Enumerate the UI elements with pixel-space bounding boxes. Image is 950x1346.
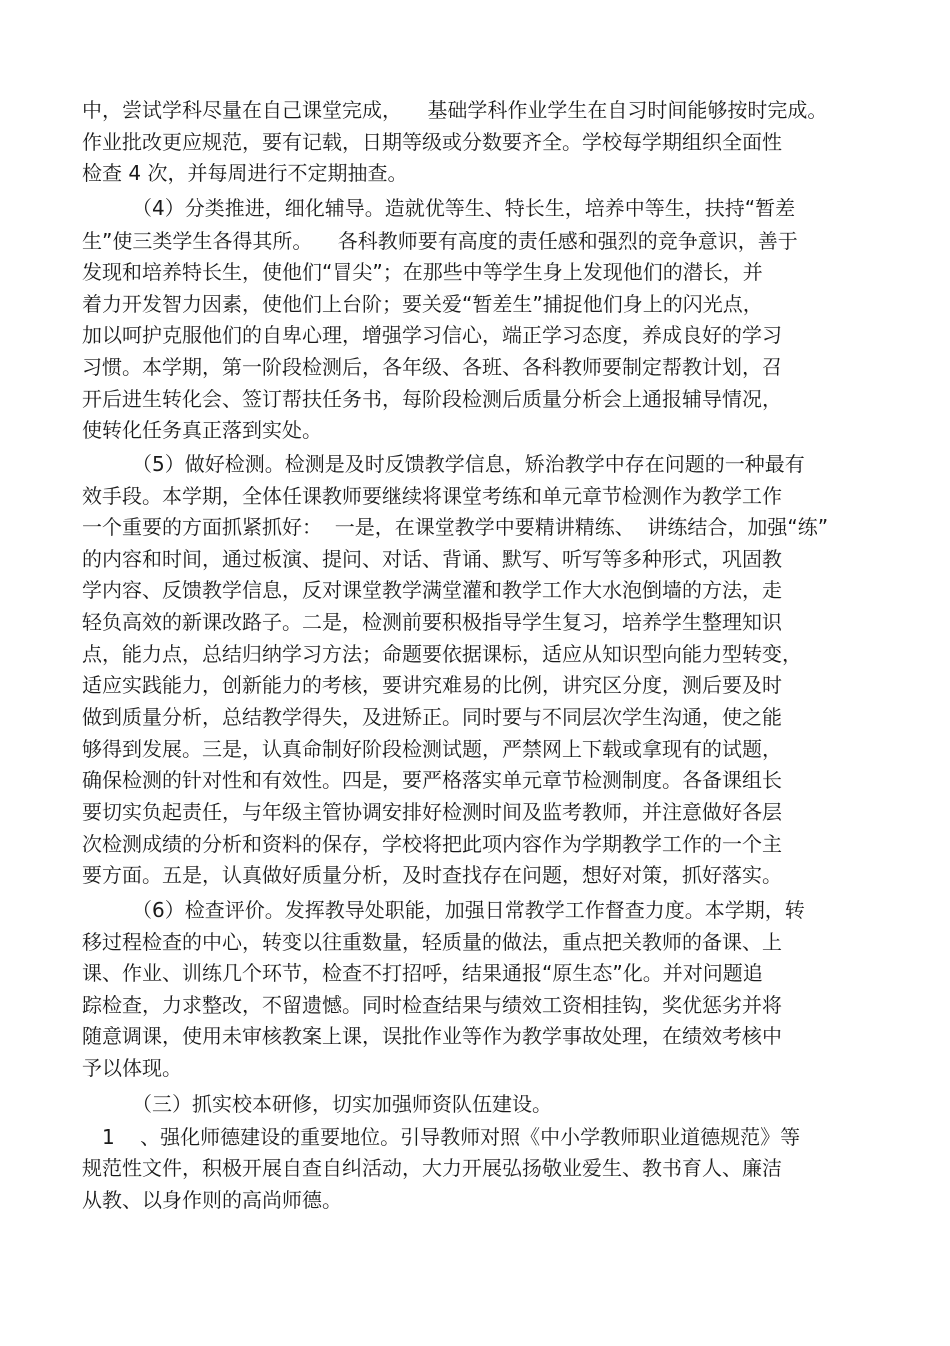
text-line: 中，尝试学科尽量在自己课堂完成， 基础学科作业学生在自习时间能够按时完成。 (82, 98, 828, 122)
text-line: 移过程检查的中心，转变以往重数量，轻质量的做法，重点把关教师的备课、上 (82, 930, 782, 954)
text-line: 做到质量分析，总结教学得失，及进矫正。同时要与不同层次学生沟通，使之能 (82, 705, 782, 729)
text-line: （4）分类推进，细化辅导。造就优等生、特长生，培养中等生，扶持“暂差 (132, 196, 796, 220)
text-line: 适应实践能力，创新能力的考核，要讲究难易的比例，讲究区分度，测后要及时 (82, 673, 782, 697)
text-line: 予以体现。 (82, 1056, 182, 1080)
text-line: 生”使三类学生各得其所。 各科教师要有高度的责任感和强烈的竞争意识，善于 (82, 229, 798, 253)
text-line: 够得到发展。三是，认真命制好阶段检测试题，严禁网上下载或拿现有的试题， (82, 737, 782, 761)
text-line: 课、作业、训练几个环节，检查不打招呼，结果通报“原生态”化。并对问题追 (82, 961, 763, 985)
text-line: 开后进生转化会、签订帮扶任务书，每阶段检测后质量分析会上通报辅导情况， (82, 387, 782, 411)
text-line: 发现和培养特长生，使他们“冒尖”；在那些中等学生身上发现他们的潜长，并 (82, 260, 763, 284)
text-line: 要切实负起责任，与年级主管协调安排好检测时间及监考教师，并注意做好各层 (82, 800, 782, 824)
text-line: 效手段。本学期，全体任课教师要继续将课堂考练和单元章节检测作为教学工作 (82, 484, 782, 508)
text-line: 使转化任务真正落到实处。 (82, 418, 322, 442)
section-heading: （三）抓实校本研修，切实加强师资队伍建设。 (132, 1092, 552, 1116)
text-line: 点，能力点，总结归纳学习方法；命题要依据课标，适应从知识型向能力型转变， (82, 642, 802, 666)
text-line: （6）检查评价。发挥教导处职能，加强日常教学工作督查力度。本学期，转 (132, 898, 805, 922)
text-line: 学内容、反馈教学信息，反对课堂教学满堂灌和教学工作大水泡倒墙的方法，走 (82, 578, 782, 602)
text-line: 要方面。五是，认真做好质量分析，及时查找存在问题，想好对策，抓好落实。 (82, 863, 782, 887)
text-line: 轻负高效的新课改路子。二是，检测前要积极指导学生复习，培养学生整理知识 (82, 610, 782, 634)
text-line: 作业批改更应规范，要有记载，日期等级或分数要齐全。学校每学期组织全面性 (82, 130, 782, 154)
text-line: 检查 4 次，并每周进行不定期抽查。 (82, 161, 408, 185)
text-line: 随意调课，使用未审核教案上课，误批作业等作为教学事故处理，在绩效考核中 (82, 1024, 782, 1048)
text-line: 次检测成绩的分析和资料的保存，学校将把此项内容作为学期教学工作的一个主 (82, 832, 782, 856)
text-line: 习惯。本学期，第一阶段检测后，各年级、各班、各科教师要制定帮教计划，召 (82, 355, 782, 379)
text-line: （5）做好检测。检测是及时反馈教学信息，矫治教学中存在问题的一种最有 (132, 452, 805, 476)
text-line: 规范性文件，积极开展自查自纠活动，大力开展弘扬敬业爱生、教书育人、廉洁 (82, 1156, 782, 1180)
text-line: 一个重要的方面抓紧抓好： 一是，在课堂教学中要精讲精练、 讲练结合，加强“练” (82, 515, 829, 539)
text-line: 确保检测的针对性和有效性。四是，要严格落实单元章节检测制度。各备课组长 (82, 768, 782, 792)
text-line: 着力开发智力因素，使他们上台阶；要关爱“暂差生”捕捉他们身上的闪光点， (82, 292, 763, 316)
text-line: 的内容和时间，通过板演、提问、对话、背诵、默写、听写等多种形式，巩固教 (82, 547, 782, 571)
text-line: 加以呵护克服他们的自卑心理，增强学习信心，端正学习态度，养成良好的学习 (82, 323, 782, 347)
text-line: 踪检查，力求整改，不留遗憾。同时检查结果与绩效工资相挂钩，奖优惩劣并将 (82, 993, 782, 1017)
text-line: 1 、强化师德建设的重要地位。引导教师对照《中小学教师职业道德规范》等 (102, 1125, 801, 1149)
text-line: 从教、以身作则的高尚师德。 (82, 1188, 342, 1212)
